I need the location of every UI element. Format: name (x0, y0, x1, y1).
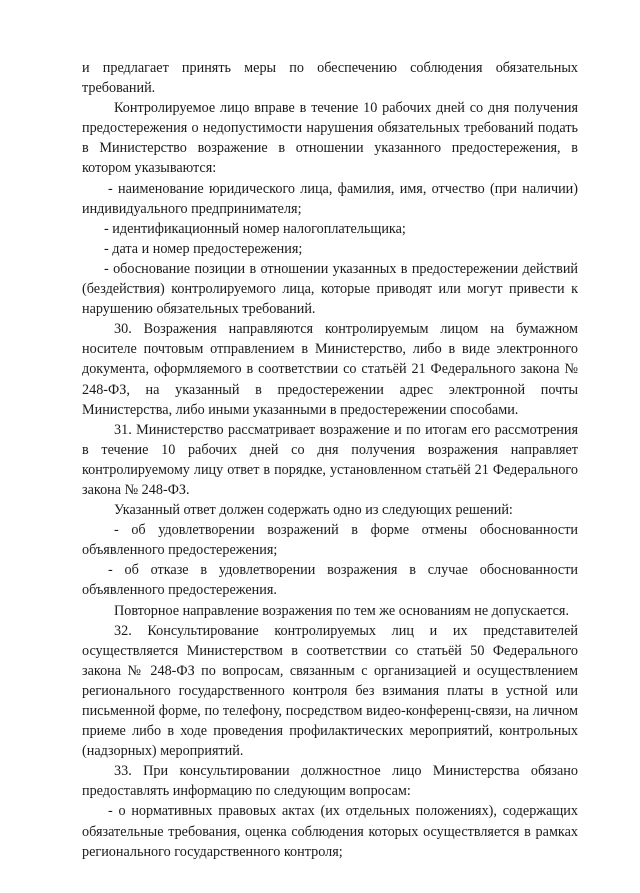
list-item-date-number: - дата и номер предостережения; (104, 240, 303, 257)
paragraph-continuation: и предлагает принять меры по обеспечению соблюдения обязательных требований. (82, 60, 578, 97)
list-item-name: - наименование юридического лица, фамилия, имя, отчество (при наличии) индивидуального предпринимателя; (82, 180, 578, 217)
paragraph-clause-30: 30. Возражения направляются контролируемым лицом на бумажном носителе почтовым отправлением в Министерство, либо в виде электронного документа, оформляемого в соответствии со статьёй 21 Федерального закона № 248-ФЗ, на указанный в предостережении адрес электронной почты Министерства, либо иными указанными в предостережении способами. (82, 321, 578, 418)
list-item-inn: - идентификационный номер налогоплательщика; (104, 220, 406, 237)
list-item-refusal: - об отказе в удовлетворении возражения в случае обоснованности объявленного предостережения. (82, 562, 578, 599)
list-item-normative-acts: - о нормативных правовых актах (их отдельных положениях), содержащих обязательные требования, оценка соблюдения которых осуществляется в рамках регионального государственного контроля; (82, 803, 578, 860)
paragraph-clause-31: 31. Министерство рассматривает возражение и по итогам его рассмотрения в течение 10 рабочих дней со дня получения возражения направляет контролируемому лицу ответ в порядке, установленном статьёй 21 Федерального закона № 248-ФЗ. (82, 421, 578, 498)
paragraph-clause-32: 32. Консультирование контролируемых лиц и их представителей осуществляется Министерством в соответствии со статьёй 50 Федерального закона № 248-ФЗ по вопросам, связанным с организацией и осуществлением регионального государственного контроля без взимания платы в устной или письменной форме, по телефону, посредством видео-конференц-связи, на личном приеме либо в ходе проведения профилактических мероприятий, контрольных (надзорных) мероприятий. (82, 622, 578, 760)
paragraph-answer-intro: Указанный ответ должен содержать одно из следующих решений: (114, 502, 513, 519)
paragraph-clause-33: 33. При консультировании должностное лицо Министерства обязано предоставлять информацию по следующим вопросам: (82, 763, 578, 800)
paragraph-repeat-not-allowed: Повторное направление возражения по тем же основаниям не допускается. (114, 602, 569, 619)
list-item-justification: - обоснование позиции в отношении указанных в предостережении действий (бездействия) контролируемого лица, которые приводят или могут привести к нарушению обязательных требований. (82, 260, 578, 318)
list-item-satisfaction: - об удовлетворении возражений в форме отмены обоснованности объявленного предостережения; (82, 522, 578, 559)
paragraph-objection-right: Контролируемое лицо вправе в течение 10 рабочих дней со дня получения предостережения о недопустимости нарушения обязательных требований подать в Министерство возражение в отношении указанного предостережения, в котором указываются: (82, 100, 578, 177)
